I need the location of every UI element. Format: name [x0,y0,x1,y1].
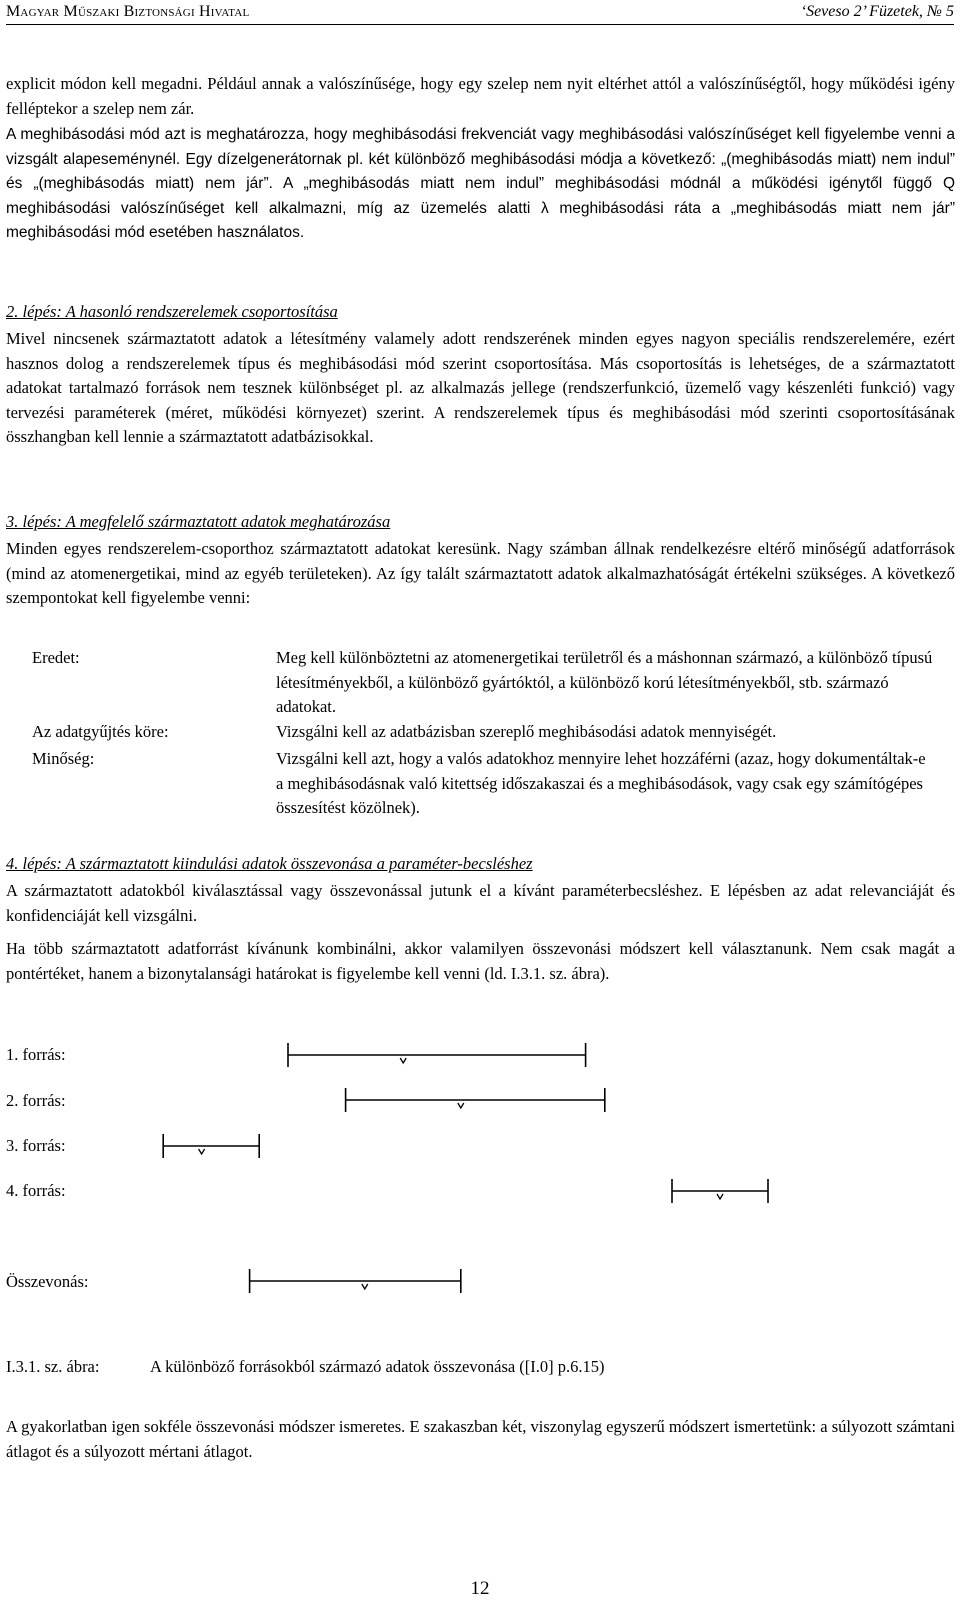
criterion-label-quality: Minőség: [32,749,95,768]
figure-caption-text: A különböző forrásokból származó adatok összevonása ([I.0] p.6.15) [150,1357,605,1376]
combined-point-estimate-mark [362,1284,368,1289]
criterion-label-scope: Az adatgyűjtés köre: [32,722,169,741]
step3-body: Minden egyes rendszerelem-csoporthoz származtatott adatokat keresünk. Nagy számban állnak rendelkezésre eltérő minőségű adatforrások (mind az atomenergetikai, mind az egyéb területeken). Az így talált származtatott adatok alkalmazhatóságát értékelni szükséges. A következő szempontokat kell figyelembe venni: [6,539,955,607]
combined-label: Összevonás: [6,1272,89,1291]
step4-body-1: A származtatott adatokból kiválasztással vagy összevonással jutunk el a kívánt paraméterbecsléshez. E lépésben az adat relevanciáját és konfidenciáját kell vizsgálni. [6,881,955,925]
step2-body: Mivel nincsenek származtatott adatok a létesítmény valamely adott rendszerének minden egyes nagyon speciális rendszerelemére, ezért hasznos dolog a rendszerelemek típus és meghibásodási mód szerint csoportosítása. Más csoportosítás is lehetséges, de a származtatott adatokat tartalmazó források nem tesznek különbséget pl. az alkalmazás jellege (rendszerfunkció, üzemelő vagy készenléti funkció) vagy tervezési paraméterek (méret, működési környezet) szerint. A rendszerelemek típus és meghibásodási mód szerinti csoportosításának összhangban kell lennie a származtatott adatbázisokkal. [6,329,955,446]
criterion-desc-origin: Meg kell különböztetni az atomenergetikai területről és a máshonnan származó, a különböző típusú létesítményekből, a különböző gyártóktól, a különböző korú létesítményekből, stb. származó adatokat. [276,648,933,716]
source-4-point-estimate-mark [717,1194,723,1199]
source-3-point-estimate-mark [199,1149,205,1154]
source-2-point-estimate-mark [458,1103,464,1108]
figure-caption-number: I.3.1. sz. ábra: [6,1357,100,1376]
source-4-label: 4. forrás: [6,1181,66,1200]
header-publisher: Magyar Műszaki Biztonsági Hivatal [6,3,250,20]
step4-heading: 4. lépés: A származtatott kiindulási adatok összevonása a paraméter-becsléshez [6,854,533,873]
criterion-desc-quality: Vizsgálni kell azt, hogy a valós adatokhoz mennyire lehet hozzáférni (azaz, hogy dokumentáltak-e a meghibásodásnak való kitettség időszakaszai és a meghibásodások, vagy csak egy számítógépes összesítést közölnek). [276,749,926,817]
intro-paragraph: explicit módon kell megadni. Például annak a valószínűsége, hogy egy szelep nem nyit eltérhet attól a valószínűségtől, hogy működési igény felléptekor a szelep nem zár. [6,74,955,118]
step2-heading: 2. lépés: A hasonló rendszerelemek csoportosítása [6,302,338,321]
header-series: ‘Seveso 2’ Füzetek, № 5 [800,3,954,20]
source-2-label: 2. forrás: [6,1091,66,1110]
criterion-label-origin: Eredet: [32,648,80,667]
step3-heading: 3. lépés: A megfelelő származtatott adatok meghatározása [6,512,391,531]
source-1-point-estimate-mark [400,1058,406,1063]
page-number: 12 [470,1578,490,1599]
failure-mode-paragraph: A meghibásodási mód azt is meghatározza, hogy meghibásodási frekvenciát vagy meghibásodási valószínűséget kell figyelembe venni a vizsgált alapeseménynél. Egy dízelgenerátornak pl. két különböző meghibásodási módja a következő: „(meghibásodás miatt) nem indul” és „(meghibásodás miatt) nem jár”. A „meghibásodás miatt nem indul” meghibásodási módnál a működési igénytől függő Q meghibásodási valószínűséget kell alkalmazni, míg az üzemelés alatti λ meghibásodási ráta a „meghibásodás miatt nem jár” meghibásodási mód esetében használatos. [6,126,955,241]
final-paragraph: A gyakorlatban igen sokféle összevonási módszer ismeretes. E szakaszban két, viszonylag egyszerű módszert ismertetünk: a súlyozott számtani átlagot és a súlyozott mértani átlagot. [6,1417,955,1461]
criterion-desc-scope: Vizsgálni kell az adatbázisban szereplő meghibásodási adatok mennyiségét. [276,722,777,741]
source-3-label: 3. forrás: [6,1136,66,1155]
source-1-label: 1. forrás: [6,1045,66,1064]
step4-body-2: Ha több származtatott adatforrást kívánunk kombinálni, akkor valamilyen összevonási módszert kell választanunk. Nem csak magát a pontértéket, hanem a bizonytalansági határokat is figyelembe kell venni (ld. I.3.1. sz. ábra). [6,939,955,983]
